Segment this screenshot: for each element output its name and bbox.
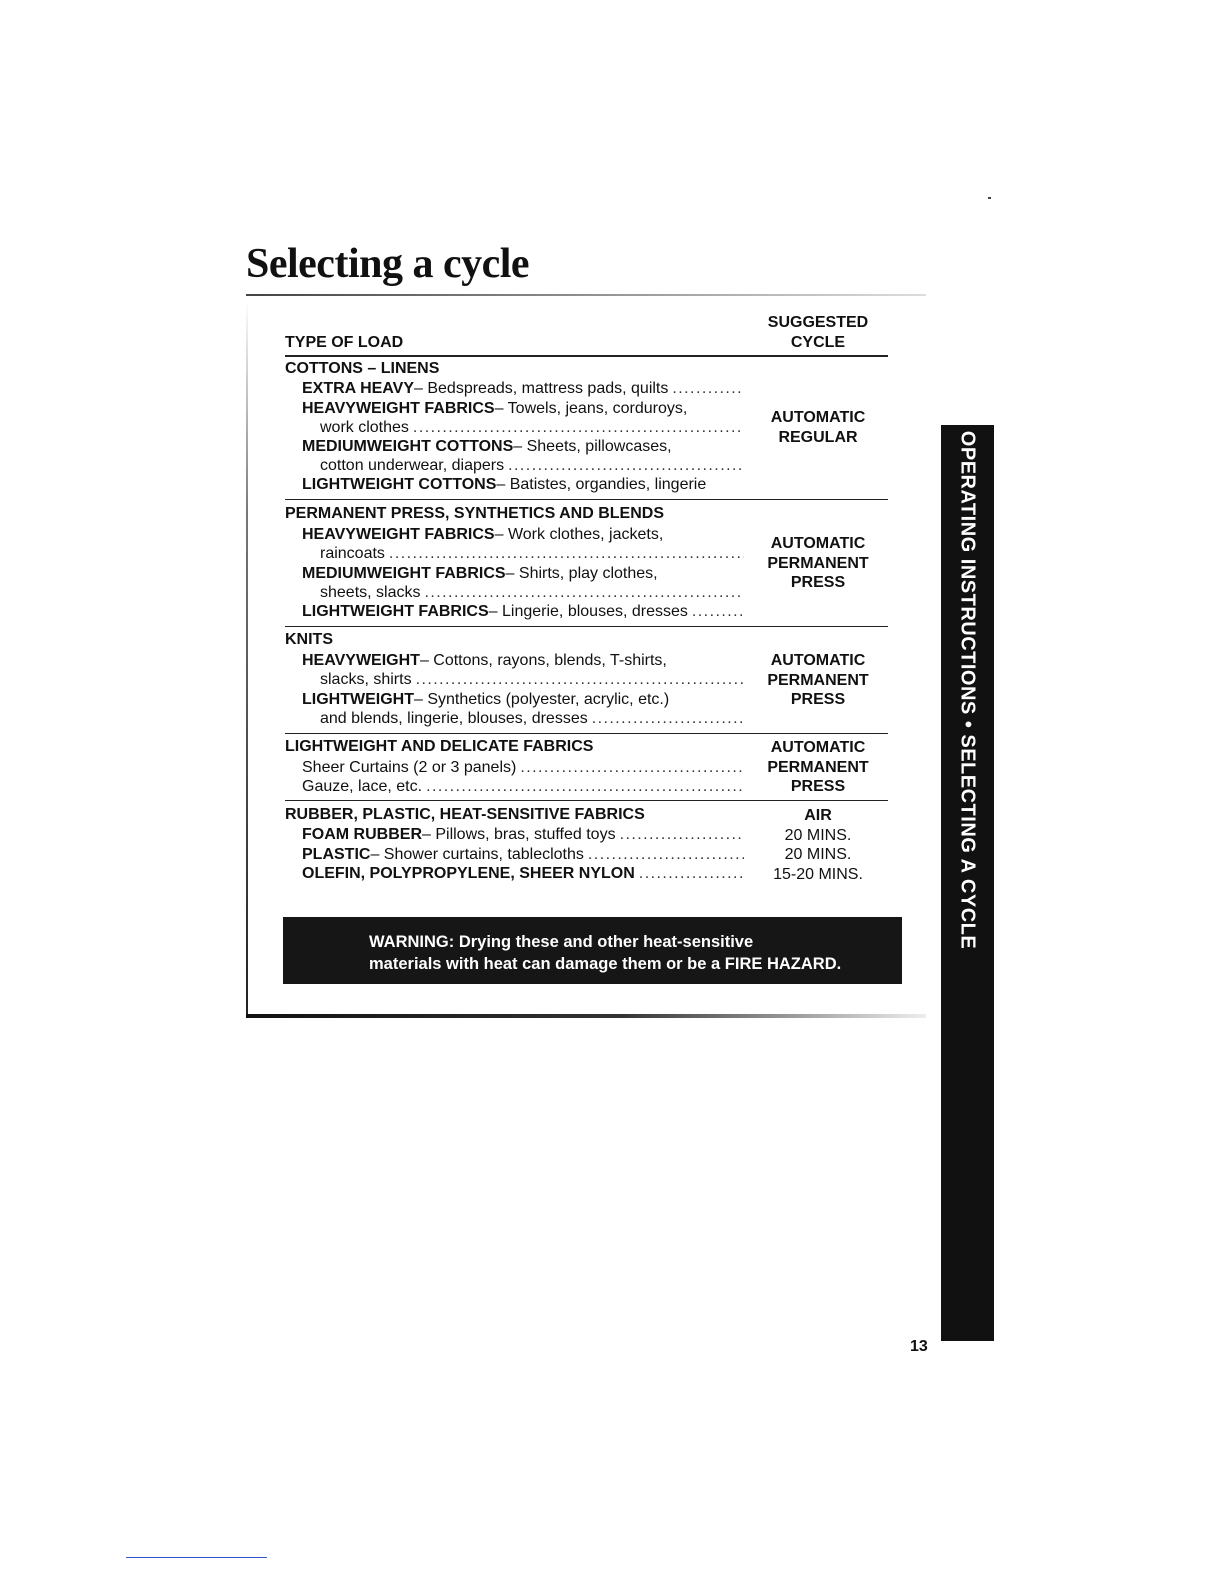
item-lead: EXTRA HEAVY: [302, 380, 415, 397]
item-lead: MEDIUMWEIGHT FABRICS: [302, 565, 506, 582]
leader-dots: [389, 544, 744, 563]
leader-dots: [672, 379, 744, 398]
leader-dots: [508, 456, 744, 475]
item-text: – Cottons, rayons, blends, T-shirts,: [419, 652, 667, 669]
item-lead: HEAVYWEIGHT: [302, 652, 420, 669]
page-title: Selecting a cycle: [246, 241, 530, 287]
item-text: Sheer Curtains (2 or 3 panels): [302, 759, 517, 776]
item-lead: MEDIUMWEIGHT COTTONS: [302, 438, 514, 455]
category-permanent-press: PERMANENT PRESS, SYNTHETICS AND BLENDS: [285, 505, 664, 522]
cycle-line: AUTOMATIC: [770, 535, 866, 552]
category-delicate-fabrics: LIGHTWEIGHT AND DELICATE FABRICS: [285, 738, 594, 755]
item-continuation: slacks, shirts: [320, 671, 412, 688]
cycle-line: PRESS: [790, 574, 846, 591]
section-divider: [285, 626, 888, 627]
item-lead: OLEFIN, POLYPROPYLENE, SHEER NYLON: [302, 865, 635, 882]
item-continuation: raincoats: [320, 545, 385, 562]
load-item: [302, 651, 744, 689]
suggested-cycle: [760, 806, 876, 884]
item-text: – Shirts, play clothes,: [505, 565, 658, 582]
item-lead: LIGHTWEIGHT COTTONS: [302, 476, 497, 493]
item-text: – Pillows, bras, stuffed toys: [422, 826, 616, 843]
item-text: – Bedspreads, mattress pads, quilts: [414, 380, 669, 397]
warning-line: materials with heat can damage them or be a FIRE HAZARD.: [369, 955, 842, 973]
item-lead: FOAM RUBBER: [302, 826, 422, 843]
cycle-line: AIR: [804, 807, 832, 824]
load-item: [302, 777, 744, 796]
leader-dots: [426, 777, 744, 796]
leader-dots: [639, 864, 744, 883]
cycle-line: 20 MINS.: [784, 846, 852, 863]
leader-dots: [592, 709, 744, 728]
item-text: – Sheets, pillowcases,: [513, 438, 672, 455]
load-item: [302, 564, 744, 602]
suggested-cycle: [760, 651, 876, 710]
item-continuation: cotton underwear, diapers: [320, 457, 505, 474]
leader-dots: [588, 845, 744, 864]
load-item: [302, 437, 744, 475]
title-divider: [246, 294, 926, 296]
load-item: [302, 864, 744, 883]
leader-dots: [424, 583, 744, 602]
cycle-line: AUTOMATIC: [770, 652, 866, 669]
category-heat-sensitive: RUBBER, PLASTIC, HEAT-SENSITIVE FABRICS: [285, 806, 645, 823]
item-text: – Lingerie, blouses, dresses: [488, 603, 688, 620]
load-item: [302, 379, 744, 398]
leader-dots: [520, 758, 744, 777]
item-lead: LIGHTWEIGHT FABRICS: [302, 603, 489, 620]
load-item: [302, 758, 744, 777]
item-continuation: and blends, lingerie, blouses, dresses: [320, 710, 588, 727]
item-continuation: sheets, slacks: [320, 584, 421, 601]
cycle-line: 15-20 MINS.: [773, 865, 863, 883]
category-cottons-linens: COTTONS – LINENS: [285, 360, 440, 377]
leader-dots: [416, 670, 744, 689]
load-item: [302, 602, 744, 621]
section-divider: [285, 733, 888, 734]
fire-hazard-warning: [283, 917, 902, 984]
cycle-line: 20 MINS.: [784, 826, 852, 844]
leader-dots: [413, 418, 744, 437]
header-divider: [285, 355, 888, 357]
column-header-suggested-cycle: SUGGESTED CYCLE: [767, 314, 869, 351]
page-number: 13: [910, 1338, 928, 1355]
item-lead: LIGHTWEIGHT: [302, 691, 414, 708]
item-text: – Towels, jeans, corduroys,: [494, 400, 688, 417]
cycle-line: PRESS: [790, 691, 846, 708]
section-tab-label: OPERATING INSTRUCTIONS • SELECTING A CYCLE: [956, 430, 979, 950]
suggested-cycle: [760, 738, 876, 797]
section-divider: [285, 499, 888, 500]
cycle-line: PERMANENT: [767, 758, 869, 776]
suggested-cycle: [760, 534, 876, 593]
category-knits: KNITS: [285, 631, 333, 648]
cycle-line: AUTOMATIC: [770, 739, 866, 756]
item-continuation: work clothes: [320, 419, 409, 436]
bottom-divider: [246, 1014, 926, 1018]
column-header-type-of-load: TYPE OF LOAD: [285, 334, 404, 351]
load-item: [302, 825, 744, 844]
footnote-rule: [126, 1557, 267, 1558]
item-text: – Work clothes, jackets,: [494, 526, 664, 543]
cycle-line: AUTOMATIC: [770, 409, 866, 426]
cycle-line: PRESS: [790, 778, 846, 795]
cycle-line: PERMANENT: [767, 554, 869, 572]
suggested-cycle: [760, 408, 876, 447]
item-text: – Synthetics (polyester, acrylic, etc.): [413, 691, 670, 708]
item-lead: HEAVYWEIGHT FABRICS: [302, 400, 495, 417]
leader-dots: [692, 602, 744, 621]
item-text: Gauze, lace, etc.: [302, 778, 423, 795]
section-divider: [285, 800, 888, 801]
load-item: [302, 525, 744, 563]
stray-mark: [988, 197, 991, 199]
item-lead: HEAVYWEIGHT FABRICS: [302, 526, 495, 543]
load-item: [302, 845, 744, 864]
load-item: [302, 690, 744, 728]
warning-line: WARNING: Drying these and other heat-sensitive: [369, 933, 754, 951]
item-text: – Shower curtains, tablecloths: [370, 846, 584, 863]
item-lead: PLASTIC: [302, 846, 371, 863]
load-item: [302, 399, 744, 437]
item-text: – Batistes, organdies, lingerie: [496, 476, 707, 493]
left-border: [246, 300, 248, 1016]
leader-dots: [620, 825, 744, 844]
load-item: [302, 475, 744, 494]
cycle-line: PERMANENT: [767, 671, 869, 689]
cycle-line: REGULAR: [778, 428, 858, 446]
